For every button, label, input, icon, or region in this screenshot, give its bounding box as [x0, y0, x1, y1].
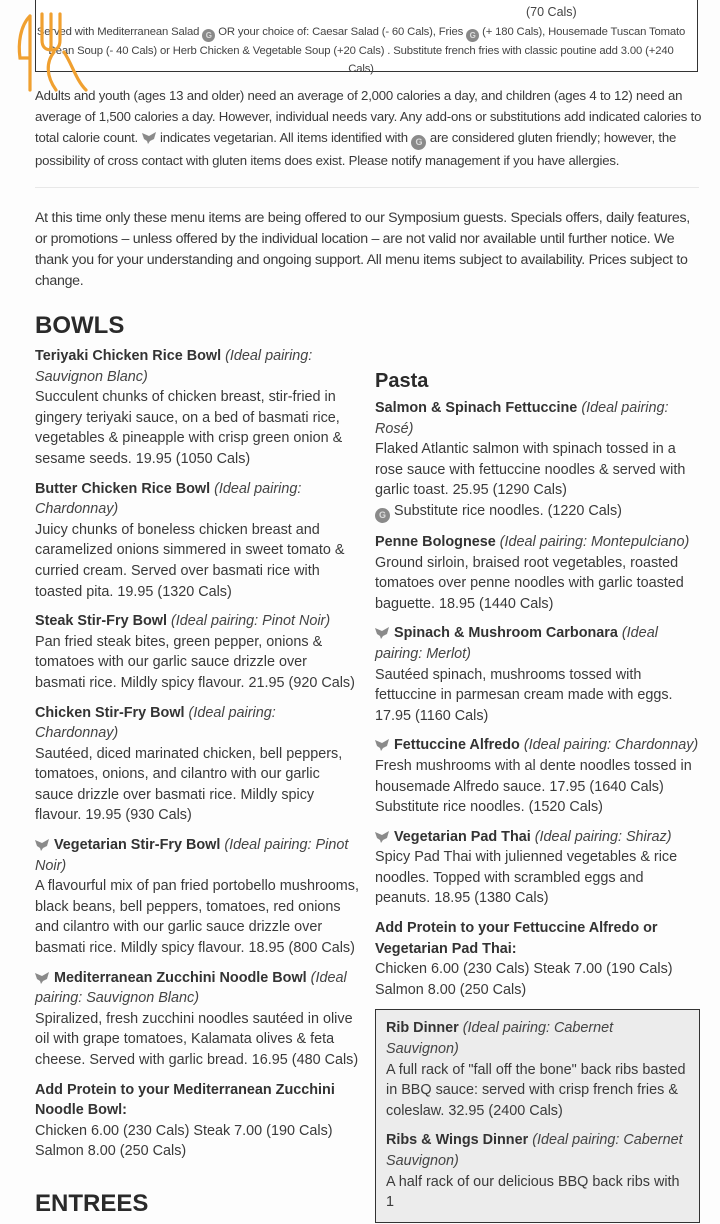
item-description: Sautéed, diced marinated chicken, bell peppers, tomatoes, onions, and cilantro with our garlic sauce drizzle over basmati rice. Mildly spicy flavour. 19.95 (930 Cals) [35, 745, 343, 824]
item-name: Add Protein to your Mediterranean Zucchini Noodle Bowl: [35, 1081, 335, 1119]
item-pairing: (Ideal pairing: Chardonnay) [523, 737, 699, 754]
served-with-text: Served with Mediterranean Salad G OR your choice of: Caesar Salad (- 60 Cals), Fries G (+ 180 Cals), Housemade Tuscan Tomato Bean Soup (- 40 Cals) or Herb Chicken & Vegetable Soup (+20 Cals) . Substitute french fries with classic poutine add 3.00 (+240 Cals) [36, 26, 686, 75]
vegetarian-leaf-icon [142, 132, 157, 144]
item-name: Salmon & Spinach Fettuccine [375, 400, 578, 416]
item-pairing: (Ideal pairing: Shiraz) [534, 828, 672, 845]
item-pairing: (Ideal pairing: Merlot) [375, 625, 658, 662]
item-name: Vegetarian Pad Thai [394, 828, 531, 845]
menu-item [35, 611, 360, 693]
item-pairing: (Ideal pairing: Pinot Noir) [35, 837, 349, 874]
item-pairing: (Ideal pairing: Pinot Noir) [170, 613, 331, 630]
item-description: Fresh mushrooms with al dente noodles tossed in housemade Alfredo sauce. 17.95 (1640 Cals) [375, 757, 692, 795]
item-name: Rib Dinner [386, 1020, 459, 1037]
calorie-notice: Adults and youth (ages 13 and older) need an average of 2,000 calories a day, and children (ages 4 to 12) need an average of 1,500 calories a day. However, individual needs vary. Any add-ons or substitutions add indicated calories to total calorie count. indicates vegetarian. All items identified with G are considered gluten friendly; however, the possibility of cross contact with gluten items does exist. Please notify management if you have allergies. [35, 88, 702, 168]
menu-item [386, 1130, 689, 1212]
item-name: Ribs & Wings Dinner [386, 1132, 529, 1149]
fork-knife-icon [16, 10, 90, 94]
item-description: Juicy chunks of boneless chicken breast and caramelized onions simmered in sweet tomato & curried cream. Served over basmati rice with toasted pita. 19.95 (1320 Cals) [35, 521, 345, 600]
item-pairing: (Ideal pairing: Sauvignon Blanc) [35, 348, 313, 385]
ribs-box [375, 1009, 700, 1222]
item-description: Flaked Atlantic salmon with spinach tossed in a rose sauce with fettuccine noodles & served with garlic toast. 25.95 (1290 Cals) [375, 441, 686, 499]
menu-item [386, 1018, 689, 1121]
item-pairing: (Ideal pairing: Cabernet Sauvignon) [386, 1132, 683, 1169]
item-name: Spinach & Mushroom Carbonara [394, 625, 618, 642]
menu-item [35, 346, 360, 470]
availability-notice: At this time only these menu items are being offered to our Symposium guests. Specials offers, daily features, or promotions – unless offered by the individual location – are not valid nor available until further notice. We thank you for your understanding and ongoing support. All menu items subject to availability. Prices subject to change. [35, 210, 690, 289]
section-heading-entrees: ENTREES [35, 1189, 149, 1217]
gluten-friendly-icon: G [411, 135, 426, 150]
gluten-friendly-icon: G [466, 29, 479, 42]
menu-item [35, 703, 360, 827]
item-name: Butter Chicken Rice Bowl [35, 480, 211, 497]
section-heading-pasta: Pasta [375, 370, 429, 392]
item-description: Sautéed spinach, mushrooms tossed with fettuccine in parmesan cream made with eggs. 17.95 (1160 Cals) [375, 666, 673, 724]
menu-item [35, 479, 360, 603]
pasta-section [375, 368, 700, 1223]
item-name: Penne Bolognese [375, 533, 496, 550]
item-description: Pan fried steak bites, green pepper, onions & tomatoes with our garlic sauce drizzle over basmati rice. Mildly spicy flavour. 21.95 (920 Cals) [35, 633, 355, 691]
item-name: Steak Stir-Fry Bowl [35, 613, 167, 630]
menu-item [35, 1080, 360, 1162]
item-description: Spiralized, fresh zucchini noodles sautéed in olive oil with grape tomatoes, Kalamata olives & feta cheese. Served with garlic bread. 16.95 (480 Cals) [35, 1010, 359, 1068]
menu-item [375, 735, 700, 817]
item-description: Chicken 6.00 (230 Cals) Steak 7.00 (190 Cals) Salmon 8.00 (250 Cals) [375, 961, 673, 998]
item-pairing: (Ideal pairing: Cabernet Sauvignon) [386, 1020, 614, 1058]
bowls-section [35, 312, 360, 1224]
menu-item [35, 835, 360, 959]
item-name: Vegetarian Stir-Fry Bowl [54, 837, 221, 854]
menu-item [375, 532, 700, 614]
gluten-friendly-icon: G [202, 29, 215, 42]
item-name: Teriyaki Chicken Rice Bowl [35, 348, 222, 364]
item-description: Chicken 6.00 (230 Cals) Steak 7.00 (190 Cals) Salmon 8.00 (250 Cals) [35, 1122, 333, 1160]
side-calories: (70 Cals) [526, 5, 577, 19]
item-name: Add Protein to your Fettuccine Alfredo or Vegetarian Pad Thai: [375, 920, 658, 957]
item-description: A half rack of our delicious BBQ back ribs with 1 [386, 1173, 680, 1211]
menu-item [375, 827, 700, 909]
vegetarian-leaf-icon [375, 627, 390, 639]
item-pairing: (Ideal pairing: Montepulciano) [499, 533, 690, 550]
item-pairing: (Ideal pairing: Sauvignon Blanc) [35, 969, 347, 1007]
vegetarian-leaf-icon [375, 831, 390, 843]
section-heading-bowls: BOWLS [35, 312, 125, 339]
item-description: Spicy Pad Thai with julienned vegetables & rice noodles. Topped with scrambled eggs and peanuts. 18.95 (1380 Cals) [375, 849, 678, 907]
sides-info-box [35, 0, 698, 75]
item-pairing: (Ideal pairing: Chardonnay) [35, 480, 302, 518]
item-description: A flavourful mix of pan fried portobello mushrooms, black beans, bell peppers, tomatoes, red onions and cilantro with our garlic sauce drizzle over basmati rice. Mildly spicy flavour. 18.95 (800 Cals) [35, 878, 359, 957]
item-name: Mediterranean Zucchini Noodle Bowl [54, 969, 307, 986]
gluten-friendly-icon: G [375, 508, 390, 523]
item-pairing: (Ideal pairing: Rosé) [375, 400, 669, 437]
vegetarian-leaf-icon [35, 839, 50, 851]
item-name: Fettuccine Alfredo [394, 737, 520, 754]
item-substitution: Substitute rice noodles. (1220 Cals) [394, 502, 622, 519]
item-name: Chicken Stir-Fry Bowl [35, 704, 185, 721]
divider [35, 187, 699, 188]
item-substitution: Substitute rice noodles. (1520 Cals) [375, 799, 603, 816]
item-pairing: (Ideal pairing: Chardonnay) [35, 704, 276, 742]
menu-item [375, 398, 700, 523]
item-description: Succulent chunks of chicken breast, stir-fried in gingery teriyaki sauce, on a bed of basmati rice, vegetables & pineapple with crisp green onion & sesame seeds. 19.95 (1050 Cals) [35, 389, 343, 467]
item-description: A full rack of "fall off the bone" back ribs basted in BBQ sauce: served with crisp french fries & coleslaw. 32.95 (2400 Cals) [386, 1061, 686, 1119]
vegetarian-leaf-icon [35, 972, 50, 984]
menu-item [375, 623, 700, 726]
item-description: Ground sirloin, braised root vegetables, roasted tomatoes over penne noodles with garlic toasted baguette. 18.95 (1440 Cals) [375, 554, 684, 612]
vegetarian-leaf-icon [375, 739, 390, 751]
menu-item [35, 968, 360, 1071]
menu-item [375, 918, 700, 1000]
